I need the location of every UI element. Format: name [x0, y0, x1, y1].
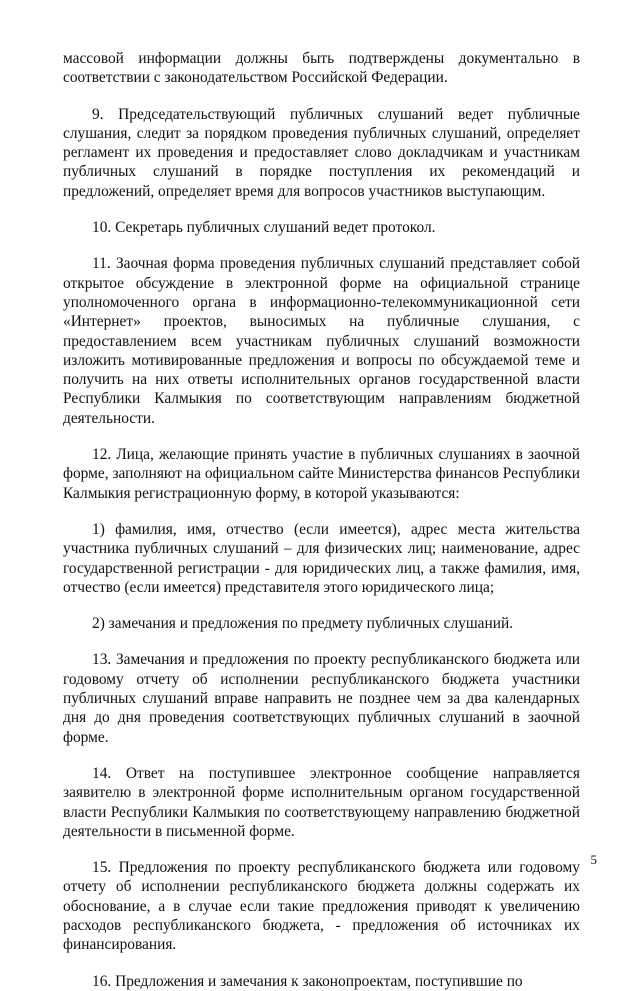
- document-body: [63, 49, 580, 991]
- paragraph-9: 9. Председательствующий публичных слушаний ведет публичные слушания, следит за порядком проведения публичных слушаний, определяет регламент их проведения и предоставляет слово докладчикам и участникам публичных слушаний в порядке поступления их рекомендаций и предложений, определяет время для вопросов участников выступающим.: [63, 105, 580, 200]
- paragraph-15: 15. Предложения по проекту республиканского бюджета или годовому отчету об исполнении республиканского бюджета должны содержать их обоснование, а в случае если такие предложения приводят к увеличению расходов республиканского бюджета, - предложения об источниках их финансирования.: [63, 859, 580, 954]
- paragraph-11: 11. Заочная форма проведения публичных слушаний представляет собой открытое обсуждение в электронной форме на официальной странице уполномоченного органа в информационно-телекоммуникационной сети «Интернет» проектов, выносимых на публичные слушания, с предоставлением всем участникам публичных слушаний возможности изложить мотивированные предложения и вопросы по обсуждаемой теме и получить на них ответы исполнительных органов государственной власти Республики Калмыкия по соответствующим направлениям бюджетной деятельности.: [63, 255, 580, 427]
- subitem-1: 1) фамилия, имя, отчество (если имеется), адрес места жительства участника публичных слушаний – для физических лиц; наименование, адрес государственной регистрации - для юридических лиц, а также фамилия, имя, отчество (если имеется) представителя этого юридического лица;: [63, 520, 580, 596]
- paragraph-12: 12. Лица, желающие принять участие в публичных слушаниях в заочной форме, заполняют на официальном сайте Министерства финансов Республики Калмыкия регистрационную форму, в которой указываются:: [63, 446, 580, 502]
- paragraph-13: 13. Замечания и предложения по проекту республиканского бюджета или годовому отчету об исполнении республиканского бюджета участники публичных слушаний вправе направить не позднее чем за два календарных дня до дня проведения соответствующих публичных слушаний в заочной форме.: [63, 651, 580, 746]
- page-number: 5: [590, 852, 597, 867]
- paragraph-10: 10. Секретарь публичных слушаний ведет протокол.: [92, 219, 436, 237]
- paragraph-16: 16. Предложения и замечания к законопроектам, поступившие по: [92, 972, 523, 990]
- paragraph-14: 14. Ответ на поступившее электронное сообщение направляется заявителю в электронной форме исполнительным органом государственной власти Республики Калмыкия по соответствующему направлению бюджетной деятельности в письменной форме.: [63, 764, 580, 840]
- paragraph-continuation: массовой информации должны быть подтверждены документально в соответствии с законодательством Российской Федерации.: [63, 50, 580, 87]
- subitem-2: 2) замечания и предложения по предмету публичных слушаний.: [92, 615, 514, 633]
